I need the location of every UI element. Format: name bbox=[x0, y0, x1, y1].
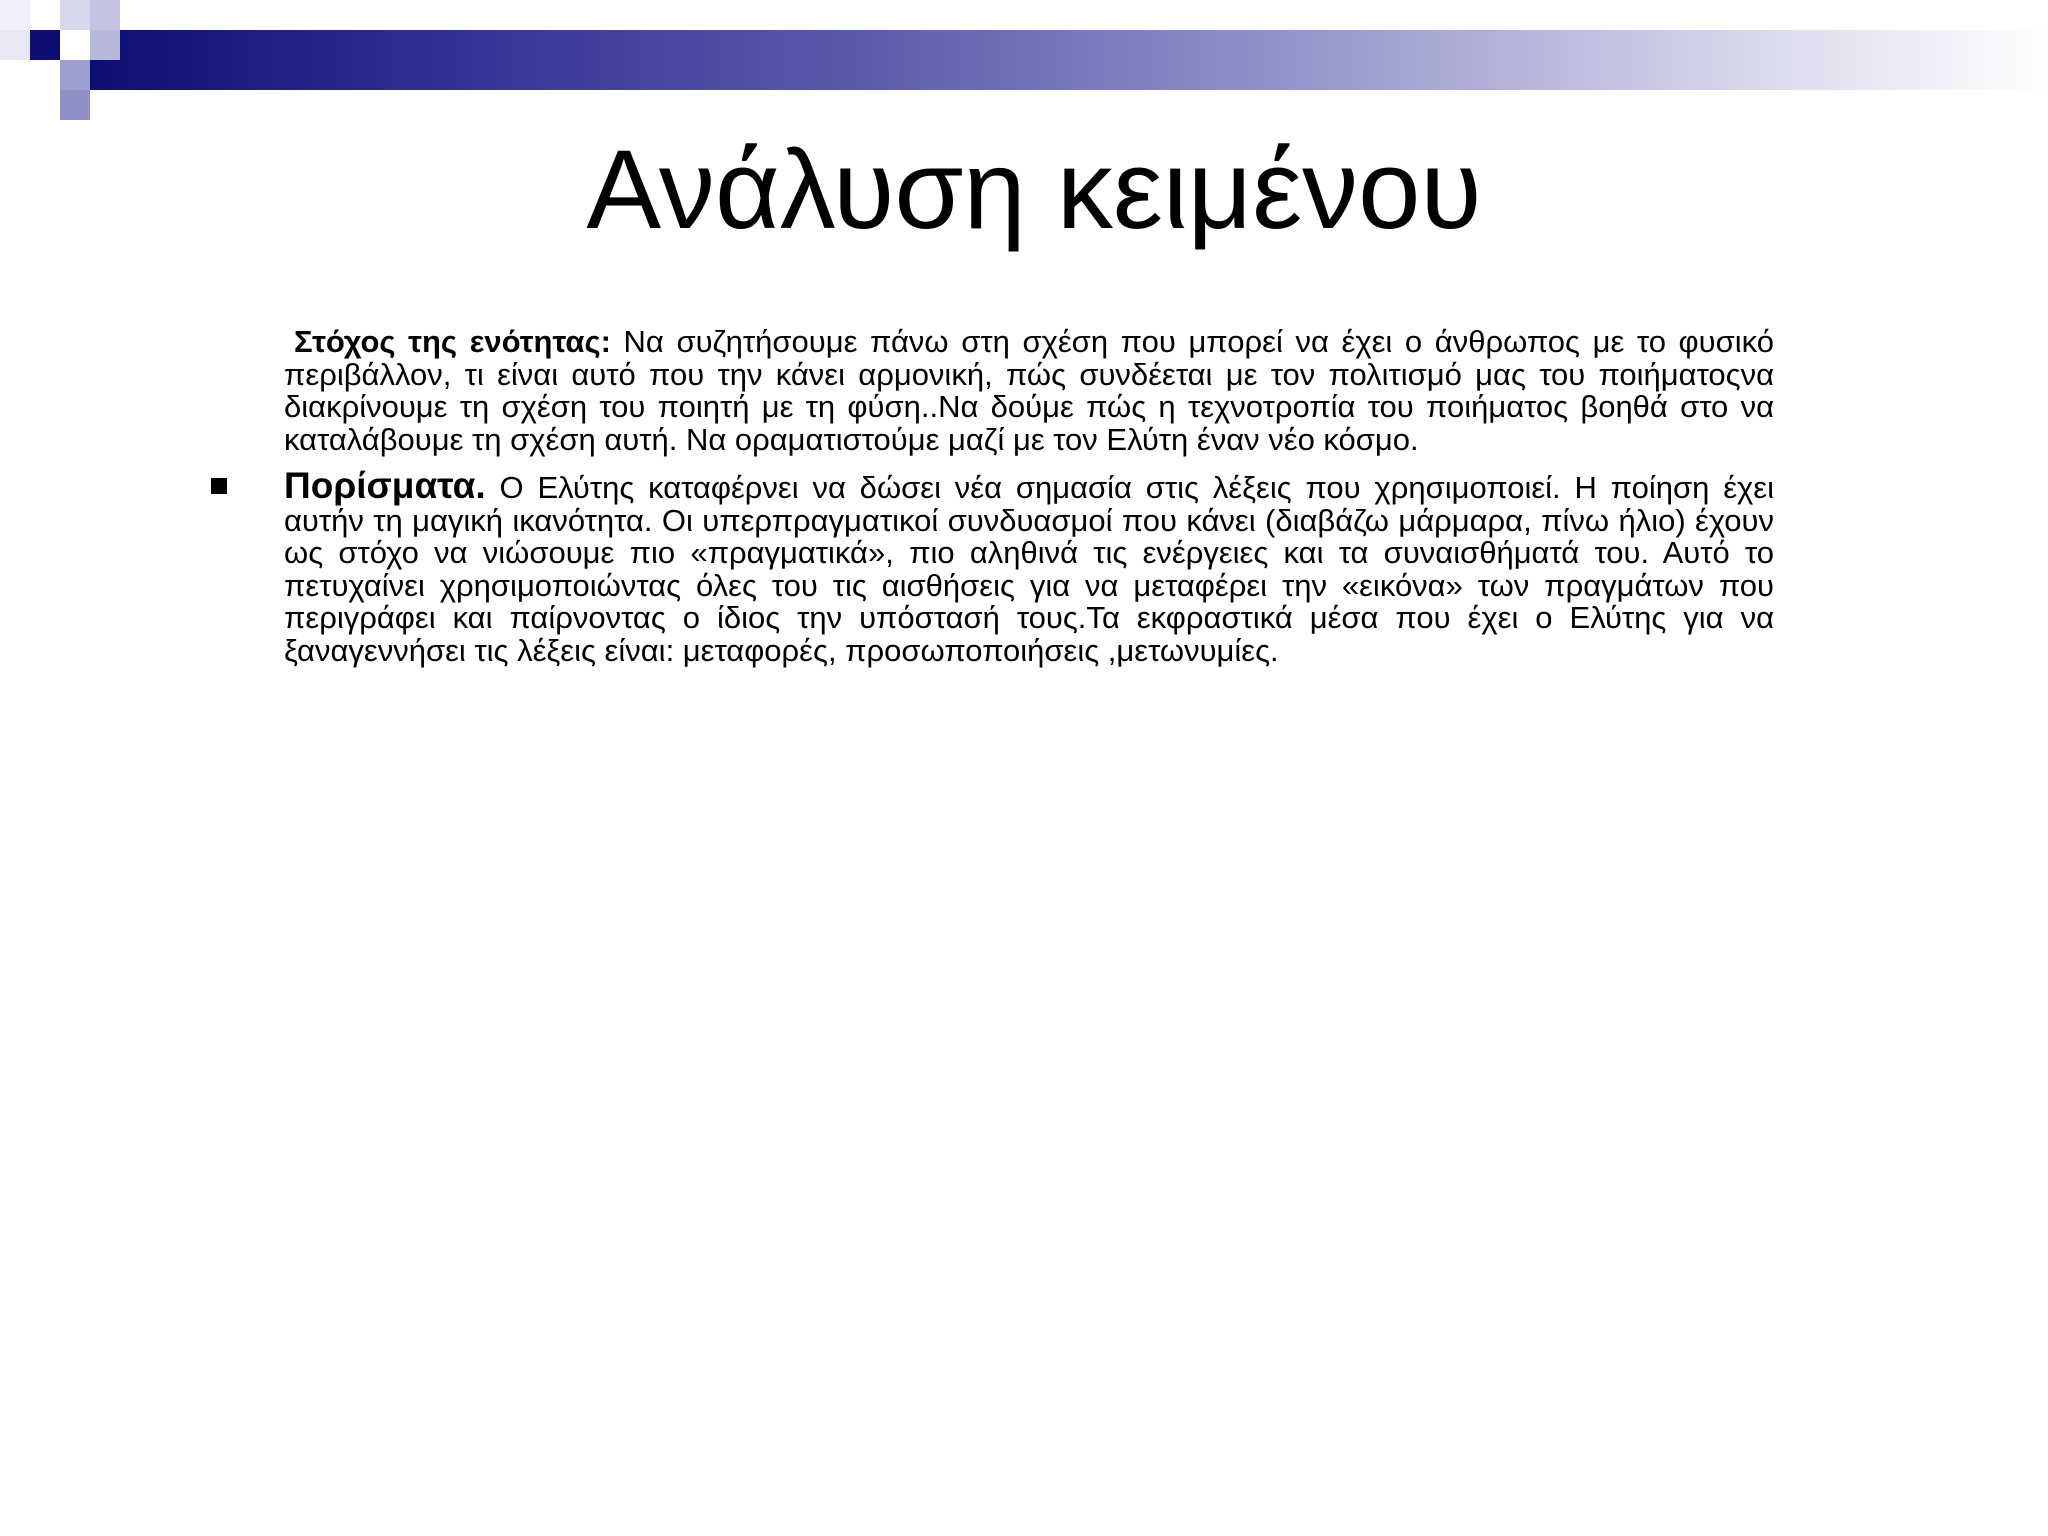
decorative-square bbox=[60, 90, 90, 120]
decorative-square bbox=[0, 0, 30, 30]
conclusions-text: Ο Ελύτης καταφέρνει να δώσει νέα σημασία στις λέξεις που χρησιμοποιεί. Η ποίηση έχει αυτήν τη μαγική ικανότητα. Οι υπερπραγματικοί συνδυασμοί που κάνει (διαβάζω μάρμαρα, πίνω ήλιο) έχουν ως στόχο να νιώσουμε πιο «πραγματικά», πιο αληθινά τις ενέργειες και τα συναισθήματά του. Αυτό το πετυχαίνει χρησιμοποιώντας όλες του τις αισθήσεις για να μεταφέρει την «εικόνα» των πραγμάτων που περιγράφει και παίρνοντας ο ίδιος την υπόστασή τους.Τα εκφραστικά μέσα που έχει ο Ελύτης για να ξαναγεννήσει τις λέξεις είναι: μεταφορές, προσωποποιήσεις ,μετωνυμίες. bbox=[284, 470, 1774, 668]
goal-label: Στόχος της ενότητας: bbox=[294, 324, 611, 359]
decorative-square bbox=[60, 60, 90, 90]
square-bullet-icon bbox=[211, 478, 227, 494]
goal-text: Να συζητήσουμε πάνω στη σχέση που μπορεί να έχει ο άνθρωπος με το φυσικό περιβάλλον, τι είναι αυτό που την κάνει αρμονική, πώς συνδέεται με τον πολιτισμό μας του ποιήματοςνα διακρίνουμε τη σχέση του ποιητή με τη φύση..Να δούμε πώς η τεχνοτροπία του ποιήματος βοηθά στο να καταλάβουμε τη σχέση αυτή. Να οραματιστούμε μαζί με τον Ελύτη έναν νέο κόσμο. bbox=[284, 324, 1774, 457]
decorative-square bbox=[60, 0, 90, 30]
conclusions-paragraph bbox=[284, 465, 1774, 668]
decorative-square bbox=[90, 30, 120, 60]
decorative-square bbox=[90, 0, 120, 30]
goal-paragraph bbox=[284, 326, 1774, 456]
decorative-square bbox=[0, 30, 30, 60]
decorative-square bbox=[30, 30, 60, 60]
slide-body bbox=[284, 326, 1774, 667]
slide-title: Ανάλυση κειμένου bbox=[586, 127, 1482, 252]
header-gradient-bar bbox=[90, 30, 2048, 90]
conclusions-label: Πορίσματα. bbox=[284, 465, 486, 506]
